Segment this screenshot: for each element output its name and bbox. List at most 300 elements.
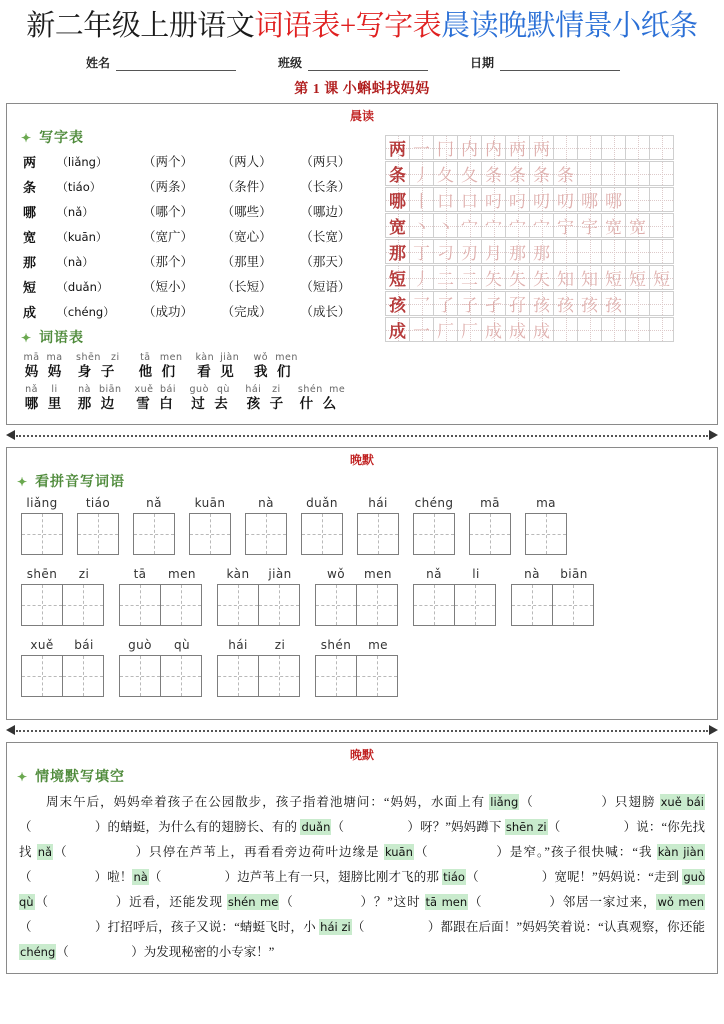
stroke-step-cell <box>625 317 650 342</box>
stroke-glyph: 宀 <box>485 218 502 237</box>
stroke-glyph: 宀 <box>461 218 478 237</box>
highlighted-pinyin: tiáo <box>443 870 465 884</box>
stroke-glyph: 哪 <box>389 192 406 211</box>
xiezibiao-word: （哪些） <box>221 205 272 219</box>
stroke-step-cell <box>553 213 578 238</box>
stroke-glyph: 成 <box>509 322 526 341</box>
tianzige-cell[interactable] <box>160 584 202 626</box>
stroke-glyph: 矢 <box>485 270 502 289</box>
stroke-step-cell <box>601 187 626 212</box>
xiezibiao-word: （哪个） <box>142 205 193 219</box>
tianzige-cell[interactable] <box>258 584 300 626</box>
stroke-step-cell <box>457 135 482 160</box>
stroke-step-cell <box>553 291 578 316</box>
kanpinyin-item <box>217 567 301 626</box>
stroke-step-cell <box>529 317 554 342</box>
ciyubiao-hanzi: 雪 白 <box>136 396 173 411</box>
tianzige-cell[interactable] <box>454 584 496 626</box>
stroke-step-cell <box>505 135 530 160</box>
diamond-bullet-icon: ✦ <box>21 131 33 145</box>
tianzige-cell[interactable] <box>315 655 357 697</box>
stroke-order-row <box>385 135 709 160</box>
stroke-step-cell <box>577 161 602 186</box>
tianzige-boxes <box>133 513 175 555</box>
stroke-glyph: 丿 <box>413 166 430 185</box>
tianzige-boxes <box>511 584 595 626</box>
stroke-glyph: 夂 <box>461 166 478 185</box>
tianzige-cell[interactable] <box>62 584 104 626</box>
ciyubiao-pinyin: kàn jiàn <box>195 352 240 363</box>
kanpinyin-pinyin: kàn jiàn <box>226 567 292 581</box>
stroke-step-cell <box>457 265 482 290</box>
highlighted-pinyin: hái zi <box>320 920 351 934</box>
highlighted-pinyin: chéng <box>20 945 56 959</box>
stroke-row-char <box>385 291 410 316</box>
highlighted-pinyin: xuě bái <box>660 795 704 809</box>
lesson-title: 第 1 课 小蝌蚪找妈妈 <box>294 82 430 97</box>
tianzige-cell[interactable] <box>21 513 63 555</box>
stroke-glyph: 内 <box>461 140 478 159</box>
stroke-glyph: 孩 <box>581 296 598 315</box>
stroke-row-char <box>385 239 410 264</box>
stroke-step-cell <box>409 187 434 212</box>
xiezibiao-pinyin: （liǎng） <box>56 155 108 169</box>
kanpinyin-pinyin: hái <box>368 496 388 510</box>
tianzige-cell[interactable] <box>258 655 300 697</box>
stroke-step-cell <box>409 265 434 290</box>
xiezibiao-word: （两人） <box>221 155 272 169</box>
panel-header-morning: 晨读 <box>349 109 374 123</box>
stroke-step-cell <box>505 213 530 238</box>
stroke-glyph: 丶 <box>437 218 454 237</box>
stroke-glyph: 那 <box>509 244 526 263</box>
stroke-glyph: 矢 <box>533 270 550 289</box>
passage-segment: （ ）呀？”妈妈蹲下 <box>331 820 505 834</box>
stroke-step-cell <box>625 213 650 238</box>
highlighted-pinyin: kuān <box>384 845 413 859</box>
stroke-glyph: 那 <box>389 244 406 263</box>
name-input[interactable] <box>116 58 236 71</box>
tianzige-boxes <box>301 513 343 555</box>
xiezibiao-row <box>11 275 379 300</box>
kanpinyin-item <box>217 638 301 697</box>
ciyubiao-word <box>195 352 239 380</box>
stroke-step-cell <box>553 239 578 264</box>
stroke-step-cell <box>649 291 674 316</box>
stroke-glyph: 叨 <box>557 192 574 211</box>
stroke-step-cell <box>577 265 602 290</box>
highlighted-pinyin: duǎn <box>301 820 331 834</box>
stroke-glyph: 丿 <box>413 270 430 289</box>
title-part-blue: 晨读晚默情景小纸条 <box>441 10 698 42</box>
stroke-step-cell <box>457 291 482 316</box>
stroke-step-cell <box>577 239 602 264</box>
ciyubiao-word <box>135 384 177 412</box>
stroke-glyph: 了 <box>437 296 454 315</box>
stroke-glyph: 二 <box>461 270 478 289</box>
tianzige-cell[interactable] <box>356 655 398 697</box>
section-title-qingjing: ✦ 情境默写填空 <box>17 770 126 785</box>
kanpinyin-pinyin: duǎn <box>306 496 338 510</box>
stroke-glyph: 一 <box>413 322 430 341</box>
ciyubiao-pinyin: xuě bái <box>134 384 177 395</box>
stroke-order-row <box>385 213 709 238</box>
stroke-step-cell <box>529 187 554 212</box>
stroke-glyph: 短 <box>629 270 646 289</box>
stroke-glyph: 叼 <box>485 192 502 211</box>
tianzige-cell[interactable] <box>525 513 567 555</box>
xiezibiao-word: （成长） <box>300 305 351 319</box>
cut-line-2 <box>6 724 718 737</box>
stroke-step-cell <box>601 239 626 264</box>
xiezibiao-char: 成 <box>23 305 37 320</box>
arrow-left-icon <box>6 725 15 735</box>
stroke-step-cell <box>553 135 578 160</box>
stroke-glyph: 夂 <box>437 166 454 185</box>
kanpinyin-item <box>511 567 595 626</box>
passage-text <box>19 790 705 965</box>
xiezibiao-char: 条 <box>23 180 37 195</box>
tianzige-cell[interactable] <box>315 584 357 626</box>
stroke-order-grid <box>379 125 713 420</box>
stroke-glyph: 条 <box>485 166 502 185</box>
stroke-step-cell <box>649 317 674 342</box>
title-part-black: 新二年级上册语文 <box>26 10 255 42</box>
xiezibiao-word: （短语） <box>300 280 351 294</box>
ciyubiao-pinyin: wǒ men <box>253 352 298 363</box>
tianzige-cell[interactable] <box>119 584 161 626</box>
stroke-step-cell <box>577 213 602 238</box>
tianzige-boxes <box>119 655 203 697</box>
stroke-step-cell <box>505 291 530 316</box>
highlighted-pinyin: nǎ <box>37 845 53 859</box>
ciyubiao-hanzi: 哪 里 <box>24 396 62 411</box>
xiezibiao-word: （那个） <box>142 255 193 269</box>
stroke-glyph: 孑 <box>485 296 502 315</box>
date-input[interactable] <box>500 58 620 71</box>
stroke-glyph: 口 <box>461 192 478 211</box>
kanpinyin-item <box>21 638 105 697</box>
highlighted-pinyin: shēn zi <box>505 820 547 834</box>
stroke-row-char <box>385 161 410 186</box>
stroke-order-row <box>385 265 709 290</box>
tianzige-cell[interactable] <box>133 513 175 555</box>
stroke-step-cell <box>481 135 506 160</box>
tianzige-cell[interactable] <box>189 513 231 555</box>
kanpinyin-row <box>21 567 717 626</box>
passage-segment: （ ）只停在芦苇上，再看看旁边荷叶边缘是 <box>53 845 384 859</box>
kanpinyin-item <box>315 638 399 697</box>
stroke-step-cell <box>433 213 458 238</box>
stroke-step-cell <box>481 161 506 186</box>
xiezibiao-pinyin: （chéng） <box>56 305 115 319</box>
stroke-row-char <box>385 317 410 342</box>
tianzige-cell[interactable] <box>21 584 63 626</box>
tianzige-cell[interactable] <box>77 513 119 555</box>
passage-segment: （ ）都跟在后面！”妈妈笑着说：“认真观察，你还能 <box>351 920 705 934</box>
xiezibiao-pinyin: （kuān） <box>56 230 108 244</box>
tianzige-cell[interactable] <box>119 655 161 697</box>
stroke-step-cell <box>649 187 674 212</box>
ciyubiao-pinyin: mā ma <box>23 352 63 363</box>
xiezibiao-char: 那 <box>23 255 37 270</box>
passage-segment: （ ）是窄。”孩子很快喊：“我 <box>413 845 657 859</box>
kanpinyin-item <box>413 567 497 626</box>
stroke-step-cell <box>505 239 530 264</box>
stroke-step-cell <box>409 213 434 238</box>
tianzige-boxes <box>217 584 301 626</box>
ciyubiao-word <box>190 384 232 412</box>
stroke-step-cell <box>481 239 506 264</box>
stroke-glyph: 刁 <box>437 244 454 263</box>
stroke-order-row <box>385 291 709 316</box>
diamond-bullet-icon: ✦ <box>21 331 33 345</box>
kanpinyin-pinyin: nà <box>258 496 274 510</box>
stroke-glyph: 那 <box>533 244 550 263</box>
ciyubiao-hanzi: 那 边 <box>77 396 115 411</box>
xiezibiao-word: （长条） <box>300 180 351 194</box>
title-part-red: 词语表+写字表 <box>254 10 442 42</box>
tianzige-boxes <box>413 584 497 626</box>
ciyubiao-hanzi: 什 么 <box>299 396 337 411</box>
kanpinyin-pinyin: liǎng <box>26 496 58 510</box>
xiezibiao-word: （两只） <box>300 155 351 169</box>
tianzige-boxes <box>189 513 231 555</box>
ciyubiao-hanzi: 我 们 <box>254 364 291 379</box>
stroke-glyph: 哪 <box>605 192 622 211</box>
kanpinyin-pinyin: kuān <box>194 496 226 510</box>
xiezibiao-list <box>11 150 379 325</box>
stroke-step-cell <box>625 265 650 290</box>
stroke-step-cell <box>481 213 506 238</box>
kanpinyin-pinyin: mā <box>480 496 500 510</box>
stroke-step-cell <box>505 187 530 212</box>
kanpinyin-pinyin: wǒ men <box>327 567 392 581</box>
passage-segment: （ ）说：“你先找找 <box>19 820 705 859</box>
xiezibiao-row <box>11 200 379 225</box>
ciyubiao-hanzi: 妈 妈 <box>24 364 62 379</box>
xiezibiao-pinyin: （duǎn） <box>56 280 109 294</box>
tianzige-cell[interactable] <box>357 513 399 555</box>
ciyubiao-hanzi: 身 子 <box>77 364 115 379</box>
xiezibiao-word: （成功） <box>142 305 193 319</box>
xiezibiao-word: （长短） <box>221 280 272 294</box>
xiezibiao-pinyin: （tiáo） <box>56 180 102 194</box>
class-label: 班级 <box>278 56 303 70</box>
xiezibiao-word: （哪边） <box>300 205 351 219</box>
ciyubiao-hanzi: 过 去 <box>191 396 228 411</box>
ciyubiao-hanzi: 他 们 <box>138 364 176 379</box>
stroke-row-char <box>385 187 410 212</box>
kanpinyin-item <box>469 496 511 555</box>
stroke-step-cell <box>433 239 458 264</box>
stroke-glyph: 子 <box>461 296 478 315</box>
ciyubiao-pinyin: nà biān <box>78 384 122 395</box>
stroke-step-cell <box>649 135 674 160</box>
stroke-step-cell <box>625 291 650 316</box>
kanpinyin-pinyin: hái zi <box>228 638 286 652</box>
xiezibiao-char: 宽 <box>23 230 37 245</box>
panel-morning-reading <box>6 103 718 425</box>
ciyubiao-word <box>252 352 298 380</box>
context-passage <box>7 789 717 973</box>
xiezibiao-word: （短小） <box>142 280 193 294</box>
class-input[interactable] <box>308 58 428 71</box>
xiezibiao-row <box>11 300 379 325</box>
stroke-glyph: 厂 <box>461 322 478 341</box>
stroke-step-cell <box>433 187 458 212</box>
tianzige-cell[interactable] <box>301 513 343 555</box>
student-meta-row <box>6 46 718 71</box>
kanpinyin-pinyin: nǎ <box>146 496 162 510</box>
xiezibiao-row <box>11 175 379 200</box>
stroke-glyph: 刃 <box>461 244 478 263</box>
diamond-bullet-icon: ✦ <box>17 475 29 489</box>
xiezibiao-row <box>11 150 379 175</box>
stroke-step-cell <box>457 213 482 238</box>
stroke-step-cell <box>433 161 458 186</box>
stroke-glyph: 孖 <box>509 296 526 315</box>
stroke-step-cell <box>433 317 458 342</box>
tianzige-boxes <box>245 513 287 555</box>
stroke-glyph: 短 <box>653 270 670 289</box>
tianzige-cell[interactable] <box>217 655 259 697</box>
stroke-order-row <box>385 161 709 186</box>
ciyubiao-word <box>23 384 63 412</box>
stroke-step-cell <box>529 135 554 160</box>
xiezibiao-word: （宽广） <box>142 230 193 244</box>
stroke-glyph: 成 <box>389 322 406 341</box>
highlighted-pinyin: nà <box>133 870 148 884</box>
panel-header-evening-1: 晚默 <box>349 453 374 467</box>
stroke-step-cell <box>409 239 434 264</box>
kanpinyin-pinyin: chéng <box>414 496 454 510</box>
highlighted-pinyin: tā men <box>425 895 468 909</box>
stroke-glyph: 月 <box>485 244 502 263</box>
stroke-glyph: 冂 <box>437 140 454 159</box>
tianzige-cell[interactable] <box>62 655 104 697</box>
stroke-glyph: 两 <box>533 140 550 159</box>
tianzige-boxes <box>217 655 301 697</box>
tianzige-cell[interactable] <box>413 513 455 555</box>
ciyubiao-word <box>298 384 346 412</box>
kanpinyin-item <box>21 567 105 626</box>
passage-segment: （ ）为发现秘密的小专家！” <box>56 945 275 959</box>
tianzige-cell[interactable] <box>511 584 553 626</box>
stroke-glyph: 短 <box>605 270 622 289</box>
tianzige-cell[interactable] <box>245 513 287 555</box>
diamond-bullet-icon: ✦ <box>17 770 29 784</box>
stroke-step-cell <box>505 161 530 186</box>
xiezibiao-pinyin: （nǎ） <box>56 205 94 219</box>
stroke-glyph: 矢 <box>509 270 526 289</box>
stroke-glyph: 成 <box>533 322 550 341</box>
stroke-step-cell <box>457 239 482 264</box>
tianzige-cell[interactable] <box>356 584 398 626</box>
xiezibiao-word: （条件） <box>221 180 272 194</box>
xiezibiao-word: （那里） <box>221 255 272 269</box>
stroke-glyph: 乛 <box>413 296 430 315</box>
stroke-glyph: 哪 <box>581 192 598 211</box>
kanpinyin-item <box>77 496 119 555</box>
xiezibiao-word: （完成） <box>221 305 272 319</box>
tianzige-cell[interactable] <box>21 655 63 697</box>
ciyubiao-pinyin: hái zi <box>245 384 281 395</box>
stroke-glyph: 厂 <box>437 322 454 341</box>
kanpinyin-item <box>21 496 63 555</box>
kanpinyin-pinyin: nǎ li <box>426 567 480 581</box>
tianzige-boxes <box>315 655 399 697</box>
stroke-glyph: 丶 <box>413 218 430 237</box>
kanpinyin-answer-area <box>7 494 717 719</box>
ciyubiao-hanzi: 孩 子 <box>246 396 284 411</box>
arrow-right-icon <box>709 430 718 440</box>
kanpinyin-item <box>357 496 399 555</box>
tianzige-cell[interactable] <box>160 655 202 697</box>
ciyubiao-pinyin: shén me <box>297 384 346 395</box>
passage-segment: （ ）的蜻蜓，为什么有的翅膀长、有的 <box>19 820 301 834</box>
tianzige-boxes <box>413 513 455 555</box>
tianzige-cell[interactable] <box>469 513 511 555</box>
ciyubiao-word <box>76 384 122 412</box>
stroke-row-char <box>385 135 410 160</box>
date-label: 日期 <box>470 56 495 70</box>
stroke-step-cell <box>433 291 458 316</box>
stroke-step-cell <box>601 317 626 342</box>
stroke-step-cell <box>601 161 626 186</box>
passage-segment: （ ）近看，还能发现 <box>34 895 227 909</box>
section-title-xiezibiao: ✦ 写字表 <box>21 131 85 146</box>
stroke-step-cell <box>625 239 650 264</box>
stroke-step-cell <box>577 291 602 316</box>
kanpinyin-pinyin: tā men <box>133 567 196 581</box>
stroke-step-cell <box>529 265 554 290</box>
stroke-glyph: 短 <box>389 270 406 289</box>
xiezibiao-row <box>11 250 379 275</box>
xiezibiao-row <box>11 225 379 250</box>
stroke-step-cell <box>577 187 602 212</box>
stroke-step-cell <box>457 187 482 212</box>
stroke-glyph: 孩 <box>605 296 622 315</box>
panel-evening-context <box>6 742 718 974</box>
xiezibiao-word: （那天） <box>300 255 351 269</box>
kanpinyin-row <box>21 638 717 697</box>
ciyubiao-row <box>23 384 379 412</box>
ciyubiao-pinyin: guò qù <box>189 384 230 395</box>
tianzige-cell[interactable] <box>217 584 259 626</box>
stroke-glyph: 条 <box>557 166 574 185</box>
kanpinyin-pinyin: shén me <box>320 638 388 652</box>
kanpinyin-item <box>315 567 399 626</box>
stroke-glyph: 宁 <box>557 218 574 237</box>
tianzige-cell[interactable] <box>413 584 455 626</box>
stroke-order-row <box>385 187 709 212</box>
highlighted-pinyin: wǒ men <box>657 895 704 909</box>
stroke-step-cell <box>457 317 482 342</box>
passage-segment: （ ）只翅膀 <box>519 795 660 809</box>
tianzige-cell[interactable] <box>552 584 594 626</box>
cut-line-1 <box>6 429 718 442</box>
ciyubiao-word <box>137 352 183 380</box>
name-label: 姓名 <box>86 56 111 70</box>
kanpinyin-pinyin: xuě bái <box>30 638 94 652</box>
kanpinyin-pinyin: tiáo <box>85 496 111 510</box>
stroke-step-cell <box>649 239 674 264</box>
xiezibiao-char: 哪 <box>23 205 37 220</box>
kanpinyin-item <box>119 567 203 626</box>
xiezibiao-char: 短 <box>23 280 37 295</box>
passage-segment: 周末午后，妈妈牵着孩子在公园散步，孩子指着池塘问：“妈妈，水面上有 <box>19 795 490 809</box>
